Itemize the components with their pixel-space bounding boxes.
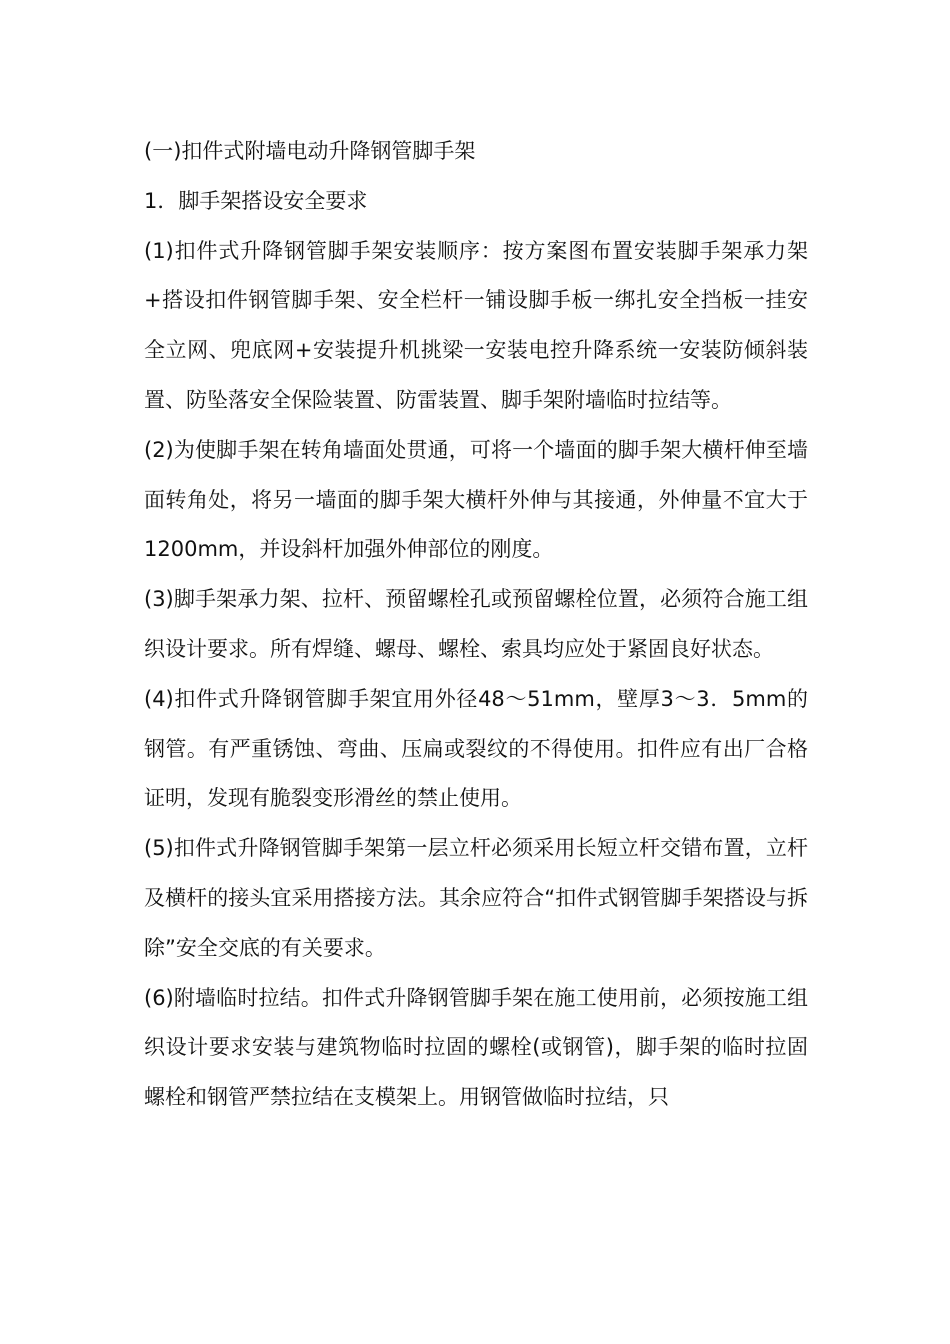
document-page [144, 127, 808, 1123]
paragraph-2: (2)为使脚手架在转角墙面处贯通，可将一个墙面的脚手架大横杆伸至墙面转角处，将另一墙面的脚手架大横杆外伸与其接通，外伸量不宜大于1200mm，并设斜杆加强外伸部位的刚度。 [144, 437, 808, 562]
section-title: (一)扣件式附墙电动升降钢管脚手架 [144, 139, 476, 163]
paragraph-4: (4)扣件式升降钢管脚手架宜用外径48～51mm，壁厚3～3．5mm的钢管。有严重锈蚀、弯曲、压扁或裂纹的不得使用。扣件应有出厂合格证明，发现有脆裂变形滑丝的禁止使用。 [144, 686, 808, 811]
paragraph-5: (5)扣件式升降钢管脚手架第一层立杆必须采用长短立杆交错布置，立杆及横杆的接头宜采用搭接方法。其余应符合“扣件式钢管脚手架搭设与拆除”安全交底的有关要求。 [144, 836, 808, 960]
paragraph-3: (3)脚手架承力架、拉杆、预留螺栓孔或预留螺栓位置，必须符合施工组织设计要求。所有焊缝、螺母、螺栓、索具均应处于紧固良好状态。 [144, 587, 808, 661]
paragraph-6: (6)附墙临时拉结。扣件式升降钢管脚手架在施工使用前，必须按施工组织设计要求安装与建筑物临时拉固的螺栓(或钢管)，脚手架的临时拉固螺栓和钢管严禁拉结在支模架上。用钢管做临时拉结，只 [144, 985, 808, 1110]
section-subtitle: 1．脚手架搭设安全要求 [144, 188, 368, 213]
paragraph-1: (1)扣件式升降钢管脚手架安装顺序：按方案图布置安装脚手架承力架+搭设扣件钢管脚手架、安全栏杆一铺设脚手板一绑扎安全挡板一挂安全立网、兜底网+安装提升机挑梁一安装电控升降系统一安装防倾斜装置、防坠落安全保险装置、防雷装置、脚手架附墙临时拉结等。 [144, 238, 808, 412]
